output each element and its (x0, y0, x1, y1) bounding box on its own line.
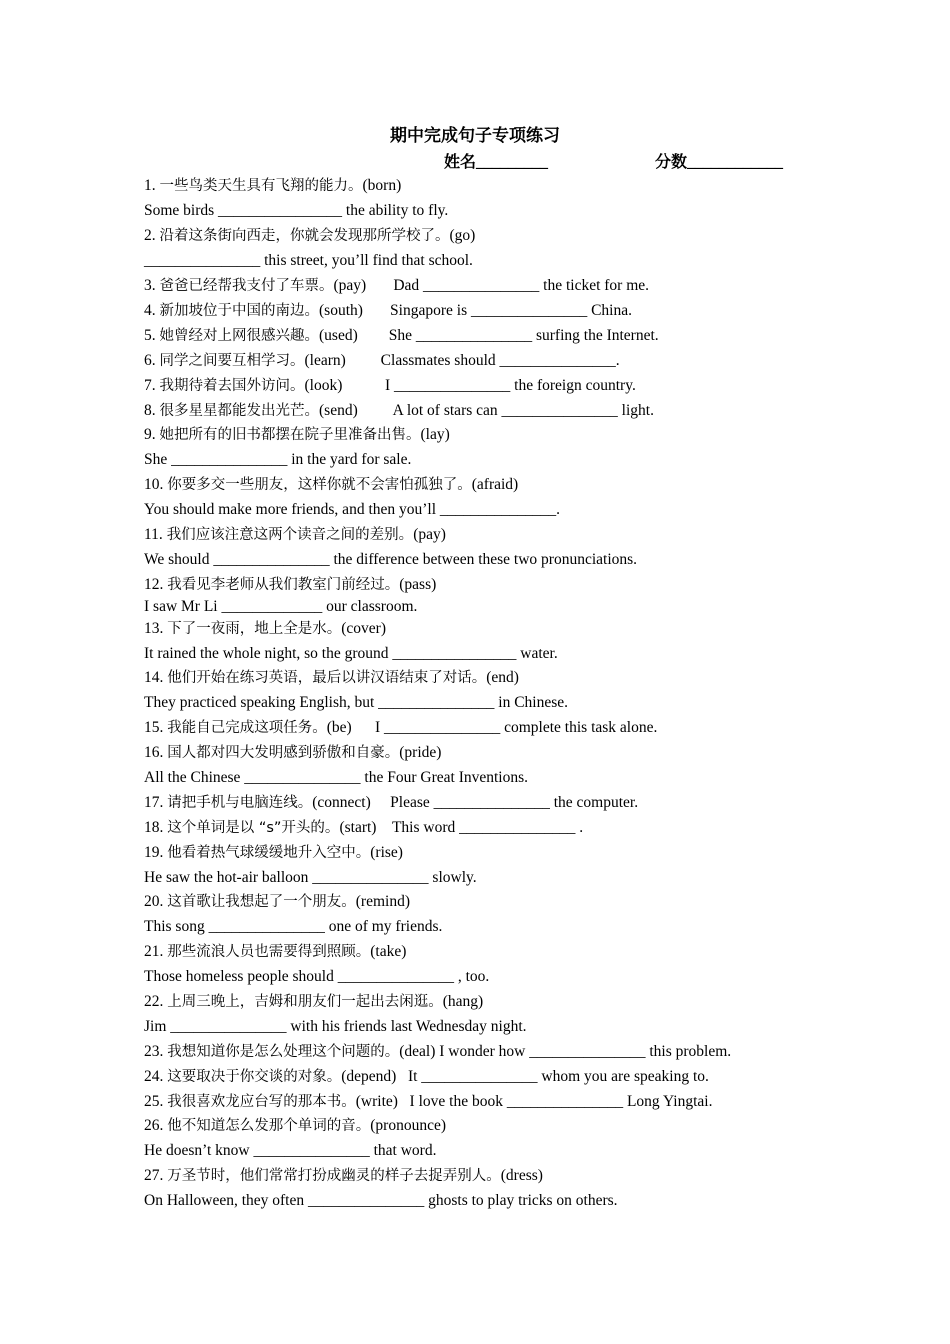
exercise-answer-line (144, 549, 637, 571)
english-text: (rise) (370, 844, 403, 861)
exercise-prompt (144, 618, 386, 640)
exercise-prompt (144, 842, 403, 864)
chinese-sentence: 同学之间要互相学习。 (159, 353, 305, 369)
english-text: (connect) Please _______________ the computer. (312, 794, 639, 811)
english-text: (pass) (399, 576, 437, 593)
exercise-prompt (144, 1041, 731, 1063)
exercise-answer-line (144, 1190, 618, 1212)
chinese-sentence: 很多星星都能发出光芒。 (159, 403, 319, 419)
english-text: (end) (486, 669, 519, 686)
exercise-prompt (144, 941, 406, 963)
english-text: (depend) It _______________ whom you are speaking to. (341, 1068, 709, 1085)
exercise-number: 17. (144, 794, 168, 811)
english-text: (pay) Dad _______________ the ticket for me. (333, 277, 650, 294)
exercise-prompt (144, 300, 632, 322)
exercise-number: 15. (144, 719, 168, 736)
exercise-number: 24. (144, 1068, 168, 1085)
exercise-prompt (144, 891, 410, 913)
english-text: (remind) (355, 893, 410, 910)
chinese-sentence: 新加坡位于中国的南边。 (159, 303, 319, 319)
exercise-answer-line (144, 916, 442, 938)
chinese-sentence: 一些鸟类天生具有飞翔的能力。 (159, 178, 363, 194)
exercise-number: 18. (144, 819, 168, 836)
chinese-sentence: 国人都对四大发明感到骄傲和自豪。 (167, 745, 400, 761)
english-text: I saw Mr Li _____________ our classroom. (144, 598, 418, 615)
chinese-sentence: 她曾经对上网很感兴趣。 (159, 328, 319, 344)
exercise-prompt (144, 1165, 543, 1187)
exercise-prompt (144, 175, 401, 197)
english-text: _______________ this street, you’ll find that school. (144, 252, 473, 269)
exercise-prompt (144, 225, 475, 247)
english-text: (deal) I wonder how _______________ this problem. (399, 1043, 732, 1060)
chinese-sentence: 他不知道怎么发那个单词的音。 (167, 1118, 371, 1134)
chinese-sentence: 万圣节时，他们常常打扮成幽灵的样子去捉弄别人。 (167, 1168, 501, 1184)
english-text: You should make more friends, and then you’ll _______________. (144, 501, 561, 518)
chinese-sentence: 沿着这条街向西走，你就会发现那所学校了。 (159, 228, 450, 244)
chinese-sentence: 这首歌让我想起了一个朋友。 (167, 894, 356, 910)
exercise-prompt (144, 667, 519, 689)
english-text: (pay) (413, 526, 446, 543)
exercise-prompt (144, 375, 636, 397)
exercise-number: 26. (144, 1117, 168, 1134)
exercise-answer-line (144, 643, 558, 665)
english-text: He doesn’t know _______________ that word. (144, 1142, 437, 1159)
chinese-sentence: 她把所有的旧书都摆在院子里准备出售。 (159, 427, 421, 443)
exercise-number: 27. (144, 1167, 168, 1184)
english-text: Jim _______________ with his friends last Wednesday night. (144, 1018, 527, 1035)
exercise-number: 21. (144, 943, 168, 960)
exercise-answer-line (144, 449, 411, 471)
chinese-sentence: 这要取决于你交谈的对象。 (167, 1069, 342, 1085)
english-text: (hang) (442, 993, 484, 1010)
english-text: (afraid) (471, 476, 519, 493)
exercise-prompt (144, 524, 446, 546)
exercise-answer-line (144, 867, 477, 889)
exercise-answer-line (144, 1016, 527, 1038)
exercise-prompt (144, 717, 657, 739)
exercise-number: 6. (144, 352, 160, 369)
exercise-number: 2. (144, 227, 160, 244)
exercise-answer-line (144, 1140, 436, 1162)
exercise-prompt (144, 817, 583, 839)
exercise-number: 10. (144, 476, 168, 493)
english-text: (go) (449, 227, 476, 244)
chinese-sentence: 爸爸已经帮我支付了车票。 (159, 278, 334, 294)
english-text: (used) She _______________ surfing the Internet. (319, 327, 659, 344)
exercise-number: 22. (144, 993, 168, 1010)
chinese-sentence: 我期待着去国外访问。 (159, 378, 305, 394)
english-text: (cover) (341, 620, 386, 637)
exercise-number: 8. (144, 402, 160, 419)
chinese-sentence: 我看见李老师从我们教室门前经过。 (167, 577, 400, 593)
exercise-prompt (144, 474, 518, 496)
exercise-prompt (144, 275, 649, 297)
exercise-prompt (144, 400, 654, 422)
name-label: 姓名 (444, 152, 477, 171)
exercise-prompt (144, 424, 450, 446)
chinese-sentence: 我想知道你是怎么处理这个问题的。 (167, 1044, 400, 1060)
exercise-number: 23. (144, 1043, 168, 1060)
chinese-sentence: 他们开始在练习英语，最后以讲汉语结束了对话。 (167, 670, 487, 686)
exercise-number: 13. (144, 620, 168, 637)
english-text: He saw the hot-air balloon _______________ slowly. (144, 869, 477, 886)
english-text: (dress) (500, 1167, 543, 1184)
english-text: (pride) (399, 744, 442, 761)
chinese-sentence: 下了一夜雨，地上全是水。 (167, 621, 342, 637)
exercise-number: 1. (144, 177, 160, 194)
exercise-answer-line (144, 596, 417, 618)
chinese-sentence: 你要多交一些朋友，这样你就不会害怕孤独了。 (167, 477, 472, 493)
exercise-number: 5. (144, 327, 160, 344)
english-text: (write) I love the book _______________ Long Yingtai. (355, 1093, 713, 1110)
english-text: This song _______________ one of my friends. (144, 918, 443, 935)
exercise-answer-line (144, 499, 560, 521)
english-text: (send) A lot of stars can _______________ light. (319, 402, 654, 419)
english-text: All the Chinese _______________ the Four Great Inventions. (144, 769, 529, 786)
exercise-number: 20. (144, 893, 168, 910)
chinese-sentence: 我能自己完成这项任务。 (167, 720, 327, 736)
exercise-number: 3. (144, 277, 160, 294)
page-title: 期中完成句子专项练习 (390, 126, 560, 146)
exercise-number: 12. (144, 576, 168, 593)
exercise-answer-line (144, 200, 448, 222)
english-text: On Halloween, they often _______________ ghosts to play tricks on others. (144, 1192, 618, 1209)
english-text: (born) (362, 177, 402, 194)
exercise-answer-line (144, 966, 489, 988)
english-text: They practiced speaking English, but _______________ in Chinese. (144, 694, 569, 711)
score-label: 分数 (655, 152, 688, 171)
score-blank[interactable]: ____________ (687, 154, 784, 171)
exercise-prompt (144, 1115, 446, 1137)
exercise-number: 16. (144, 744, 168, 761)
exercise-answer-line (144, 692, 568, 714)
score-field[interactable] (655, 150, 783, 175)
exercise-prompt (144, 1066, 709, 1088)
exercise-prompt (144, 325, 659, 347)
exercise-number: 14. (144, 669, 168, 686)
exercise-number: 9. (144, 426, 160, 443)
exercise-number: 7. (144, 377, 160, 394)
chinese-sentence: 请把手机与电脑连线。 (167, 795, 313, 811)
exercise-prompt (144, 792, 638, 814)
english-text: It rained the whole night, so the ground ________________ water. (144, 645, 558, 662)
english-text: (take) (370, 943, 407, 960)
exercise-number: 19. (144, 844, 168, 861)
english-text: (pronounce) (370, 1117, 446, 1134)
exercise-answer-line (144, 250, 473, 272)
exercise-number: 4. (144, 302, 160, 319)
exercise-prompt (144, 991, 483, 1013)
name-blank[interactable]: _________ (476, 154, 549, 171)
english-text: (look) I _______________ the foreign country. (304, 377, 636, 394)
chinese-sentence: 我们应该注意这两个读音之间的差别。 (166, 527, 414, 543)
name-field[interactable] (444, 150, 548, 175)
exercise-prompt (144, 574, 436, 596)
english-text: Those homeless people should _______________ , too. (144, 968, 490, 985)
exercise-answer-line (144, 767, 528, 789)
english-text: (south) Singapore is _______________ China. (319, 302, 632, 319)
english-text: (learn) Classmates should _______________. (304, 352, 620, 369)
chinese-sentence: 我很喜欢龙应台写的那本书。 (167, 1094, 356, 1110)
english-text: (lay) (420, 426, 450, 443)
exercise-number: 11. (144, 526, 167, 543)
exercise-number: 25. (144, 1093, 168, 1110)
chinese-sentence: 上周三晚上，吉姆和朋友们一起出去闲逛。 (167, 994, 443, 1010)
english-text: We should _______________ the difference between these two pronunciations. (144, 551, 638, 568)
chinese-sentence: 他看着热气球缓缓地升入空中。 (167, 845, 371, 861)
chinese-sentence: 那些流浪人员也需要得到照顾。 (167, 944, 371, 960)
exercise-prompt (144, 350, 620, 372)
exercise-prompt (144, 1091, 713, 1113)
english-text: She _______________ in the yard for sale. (144, 451, 412, 468)
exercise-prompt (144, 742, 441, 764)
chinese-sentence: 这个单词是以 “s”开头的。 (167, 820, 340, 836)
english-text: (be) I _______________ complete this task alone. (326, 719, 658, 736)
english-text: Some birds ________________ the ability to fly. (144, 202, 449, 219)
english-text: (start) This word _______________ . (339, 819, 584, 836)
